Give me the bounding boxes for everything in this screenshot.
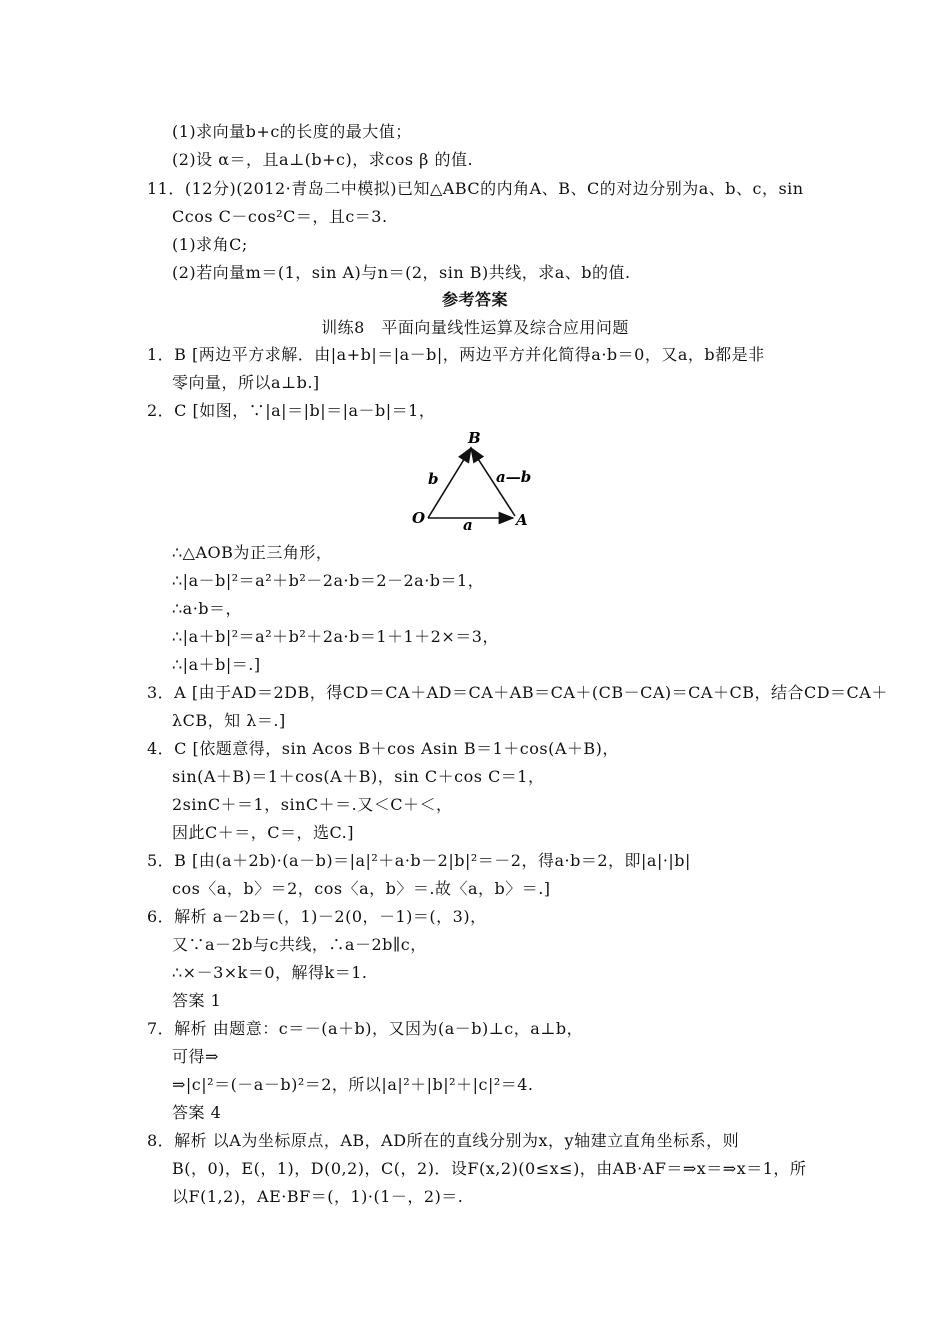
text-line-a6-a: 6．解析 a－2b＝(，1)－2(0，－1)＝(，3)，	[147, 907, 487, 926]
text-line-a7-a: 7．解析 由题意：c＝－(a＋b)，又因为(a－b)⊥c，a⊥b，	[147, 1019, 584, 1038]
text-line-a6-b: 又∵a－2b与c共线，∴a－2b∥c，	[172, 935, 427, 954]
text-line-q11-2: (2)若向量m＝(1，sin A)与n＝(2，sin B)共线，求a、b的值.	[172, 263, 631, 282]
text-line-a8-c: 以F(1,2)，AE·BF＝(，1)·(1－，2)＝.	[172, 1187, 464, 1206]
label-b: b	[428, 470, 439, 488]
text-line-a7-b: 可得⇒	[172, 1047, 219, 1066]
text-line-a2-c: ∴|a－b|²＝a²＋b²－2a·b＝2－2a·b＝1，	[172, 571, 485, 590]
text-line-a5-b: cos〈a，b〉＝2，cos〈a，b〉＝.故〈a，b〉＝.]	[172, 879, 551, 898]
text-line-a1-b: 零向量，所以a⊥b.]	[172, 373, 320, 392]
text-line-q11-b: Ccos C－cos²C＝，且c＝3.	[172, 207, 388, 226]
label-B: B	[468, 429, 481, 447]
text-line-q11-a: 11．(12分)(2012·青岛二中模拟)已知△ABC的内角A、B、C的对边分别为a、b、c，sin	[147, 179, 804, 198]
text-line-q10-2: (2)设 α＝，且a⊥(b+c)，求cos β 的值.	[172, 150, 474, 169]
label-a-minus-b: a—b	[496, 468, 532, 486]
label-a: a	[463, 516, 473, 534]
text-line-q10-1: (1)求向量b+c的长度的最大值；	[172, 122, 412, 141]
text-line-a6-c: ∴×－3×k＝0，解得k＝1.	[172, 963, 368, 982]
text-line-a3-b: λCB，知 λ＝.]	[172, 711, 286, 730]
answer-title: 参考答案	[441, 290, 508, 309]
text-line-a2-d: ∴a·b＝，	[172, 599, 243, 618]
text-line-a2-b: ∴△AOB为正三角形，	[172, 543, 333, 562]
section-title: 训练8 平面向量线性运算及综合应用问题	[321, 318, 629, 337]
text-line-a4-b: sin(A＋B)＝1＋cos(A＋B)，sin C＋cos C＝1，	[172, 767, 545, 786]
text-line-a2-f: ∴|a＋b|＝.]	[172, 655, 261, 674]
text-line-a7-d: 答案 4	[172, 1103, 222, 1122]
text-line-a4-d: 因此C＋＝，C＝，选C.]	[172, 823, 354, 842]
text-line-a2-a: 2．C [如图，∵|a|＝|b|＝|a－b|＝1，	[147, 401, 436, 420]
text-line-a3-a: 3．A [由于AD＝2DB，得CD＝CA＋AD＝CA＋AB＝CA＋(CB－CA)＝CA＋CB，结合CD＝CA＋	[147, 683, 888, 702]
text-line-a7-c: ⇒|c|²＝(－a－b)²＝2，所以|a|²＋|b|²＋|c|²＝4.	[172, 1075, 534, 1094]
text-line-a8-b: B(，0)，E(，1)，D(0,2)，C(，2)．设F(x,2)(0≤x≤)，由AB·AF＝⇒x＝⇒x＝1，所	[172, 1159, 807, 1178]
triangle-figure	[400, 428, 550, 538]
text-line-a4-c: 2sinC＋＝1，sinC＋＝.又＜C＋＜，	[172, 795, 453, 814]
text-line-a5-a: 5．B [由(a＋2b)·(a－b)＝|a|²＋a·b－2|b|²＝－2，得a·b＝2，即|a|·|b|	[147, 851, 691, 870]
label-A: A	[516, 511, 528, 529]
text-line-a2-e: ∴|a＋b|²＝a²＋b²＋2a·b＝1＋1＋2×＝3，	[172, 627, 499, 646]
text-line-a8-a: 8．解析 以A为坐标原点，AB，AD所在的直线分别为x，y轴建立直角坐标系，则	[147, 1131, 740, 1150]
label-O: O	[412, 509, 426, 527]
text-line-a6-d: 答案 1	[172, 991, 222, 1010]
text-line-q11-1: (1)求角C;	[172, 235, 248, 254]
text-line-a1-a: 1．B [两边平方求解．由|a+b|＝|a－b|，两边平方并化简得a·b＝0，又a，b都是非	[147, 345, 765, 364]
text-line-a4-a: 4．C [依题意得，sin Acos B＋cos Asin B＝1＋cos(A＋B)，	[147, 739, 619, 758]
